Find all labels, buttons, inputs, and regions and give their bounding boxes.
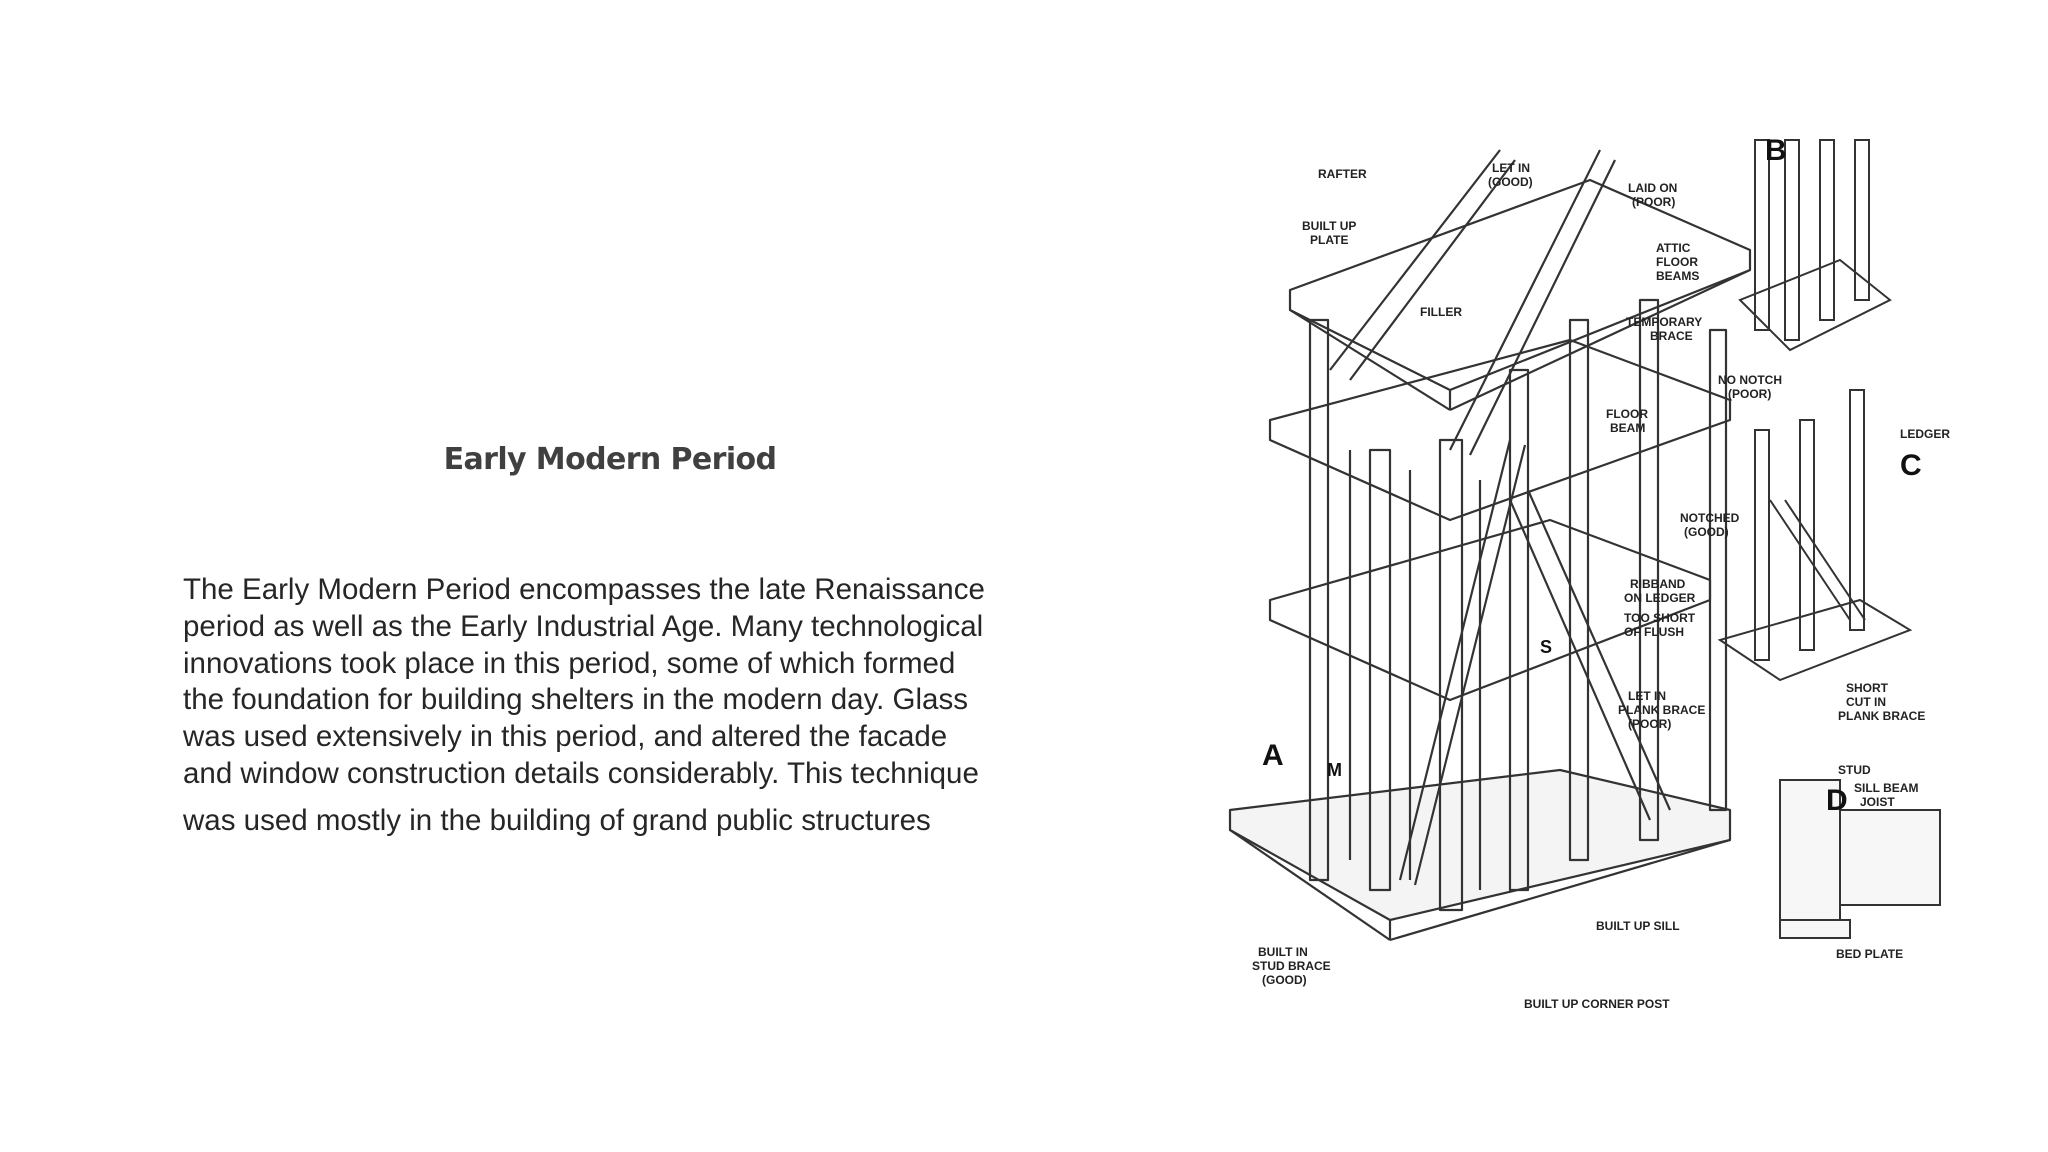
body-line: was used mostly in the building of grand public structures — [183, 803, 931, 837]
label-temporary-brace: BRACE — [1650, 329, 1693, 343]
label-ribband: TOO SHORT — [1624, 611, 1696, 625]
label-built-in-stud-brace: BUILT IN — [1258, 945, 1308, 959]
label-laid-on: LAID ON — [1628, 181, 1678, 195]
section-letter-a: A — [1262, 739, 1284, 772]
label-attic-floor-beams: ATTIC — [1656, 241, 1691, 255]
label-rafter: RAFTER — [1318, 167, 1367, 181]
detail-b-lines — [1740, 140, 1890, 350]
label-stud: STUD — [1838, 763, 1871, 777]
mark-s: S — [1540, 637, 1553, 657]
label-ribband: OF FLUSH — [1624, 625, 1684, 639]
label-no-notch: (POOR) — [1728, 387, 1772, 401]
label-built-in-stud-brace: STUD BRACE — [1252, 959, 1331, 973]
slide-title: Early Modern Period — [443, 442, 777, 477]
label-plank-brace: PLANK BRACE — [1618, 703, 1706, 717]
mark-m: M — [1327, 760, 1342, 780]
body-line: The Early Modern Period encompasses the late Renaissance — [183, 573, 985, 606]
body-line: and window construction details considerably. This technique — [183, 756, 979, 790]
timber-frame-illustration — [1210, 120, 1970, 1040]
label-attic-floor-beams: BEAMS — [1656, 269, 1700, 283]
label-short-cut: SHORT — [1846, 681, 1888, 695]
label-notched: (GOOD) — [1684, 525, 1729, 539]
section-letter-c: C — [1900, 449, 1922, 482]
label-short-cut: PLANK BRACE — [1838, 709, 1926, 723]
label-corner-post: BUILT UP CORNER POST — [1524, 997, 1670, 1011]
label-built-up-plate: BUILT UP — [1302, 219, 1357, 233]
label-ribband: RIBBAND — [1630, 577, 1686, 591]
body-line: was used extensively in this period, and altered the facade — [183, 720, 948, 754]
label-ledger: LEDGER — [1900, 427, 1951, 441]
label-attic-floor-beams: FLOOR — [1656, 255, 1698, 269]
label-floor-beam: BEAM — [1610, 421, 1646, 435]
section-letter-d: D — [1826, 784, 1848, 817]
label-built-in-stud-brace: (GOOD) — [1262, 973, 1307, 987]
label-plank-brace: LET IN — [1628, 689, 1666, 703]
detail-c-lines — [1720, 390, 1910, 680]
slide-body-text — [183, 572, 1063, 840]
label-built-up-sill: BUILT UP SILL — [1596, 919, 1680, 933]
label-no-notch: NO NOTCH — [1718, 373, 1782, 387]
label-let-in-good: LET IN — [1492, 161, 1530, 175]
label-temporary-brace: TEMPORARY — [1626, 315, 1703, 329]
label-bed-plate: BED PLATE — [1836, 947, 1904, 961]
body-line: period as well as the Early Industrial Age. Many technological — [183, 609, 984, 643]
label-plank-brace: (POOR) — [1628, 717, 1672, 731]
timber-frame-drawing — [1210, 120, 1970, 1040]
section-letter-b: B — [1765, 134, 1787, 167]
body-line: the foundation for building shelters in the modern day. Glass — [183, 683, 968, 717]
label-filler: FILLER — [1420, 305, 1462, 319]
label-laid-on: (POOR) — [1632, 195, 1676, 209]
label-short-cut: CUT IN — [1846, 695, 1886, 709]
body-line: innovations took place in this period, some of which formed — [183, 646, 956, 680]
label-built-up-plate: PLATE — [1310, 233, 1349, 247]
label-ribband: ON LEDGER — [1624, 591, 1696, 605]
label-let-in-good: (GOOD) — [1488, 175, 1533, 189]
label-sill-beam: JOIST — [1860, 795, 1895, 809]
label-notched: NOTCHED — [1680, 511, 1740, 525]
label-sill-beam: SILL BEAM — [1854, 781, 1919, 795]
label-floor-beam: FLOOR — [1606, 407, 1648, 421]
